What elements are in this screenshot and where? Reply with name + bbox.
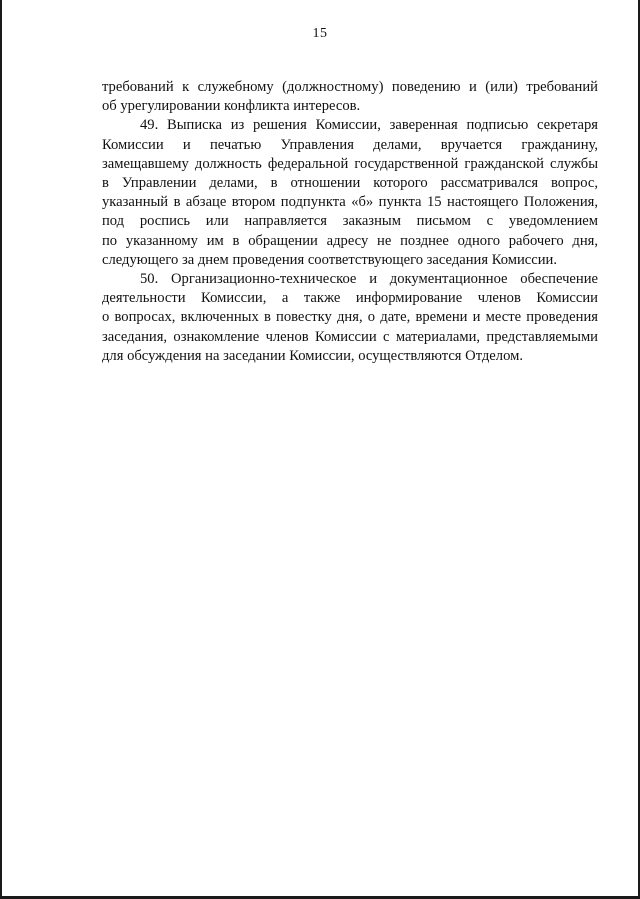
- text-line: о вопросах, включенных в повестку дня, о дате, времени и месте проведения: [102, 309, 598, 326]
- text-line: замещавшему должность федеральной государственной гражданской службы: [102, 155, 598, 172]
- text-line: 50. Организационно-техническое и документационное обеспечение: [140, 271, 598, 288]
- text-line: требований к служебному (должностному) поведению и (или) требований: [102, 79, 598, 95]
- text-line: 49. Выписка из решения Комиссии, заверенная подписью секретаря: [140, 117, 598, 134]
- paragraph-continuation: [102, 78, 598, 116]
- text-line: в Управлении делами, в отношении которого рассматривался вопрос,: [102, 175, 598, 192]
- text-line: по указанному им в обращении адресу не позднее одного рабочего дня,: [102, 232, 598, 249]
- text-line: деятельности Комиссии, а также информирование членов Комиссии: [102, 290, 598, 307]
- text-line: Комиссии и печатью Управления делами, вручается гражданину,: [102, 136, 598, 153]
- document-body: [102, 78, 598, 366]
- text-line: об урегулировании конфликта интересов.: [102, 98, 361, 115]
- text-line: следующего за днем проведения соответствующего заседания Комиссии.: [102, 251, 557, 268]
- text-line: для обсуждения на заседании Комиссии, осуществляются Отделом.: [102, 347, 523, 364]
- page-number: 15: [312, 26, 328, 41]
- text-line: указанный в абзаце втором подпункта «б» пункта 15 настоящего Положения,: [102, 194, 598, 211]
- text-line: заседания, ознакомление членов Комиссии с материалами, представляемыми: [102, 328, 598, 345]
- paragraph-49: [102, 116, 598, 270]
- text-line: под роспись или направляется заказным письмом с уведомлением: [102, 213, 598, 230]
- paragraph-50: [102, 270, 598, 366]
